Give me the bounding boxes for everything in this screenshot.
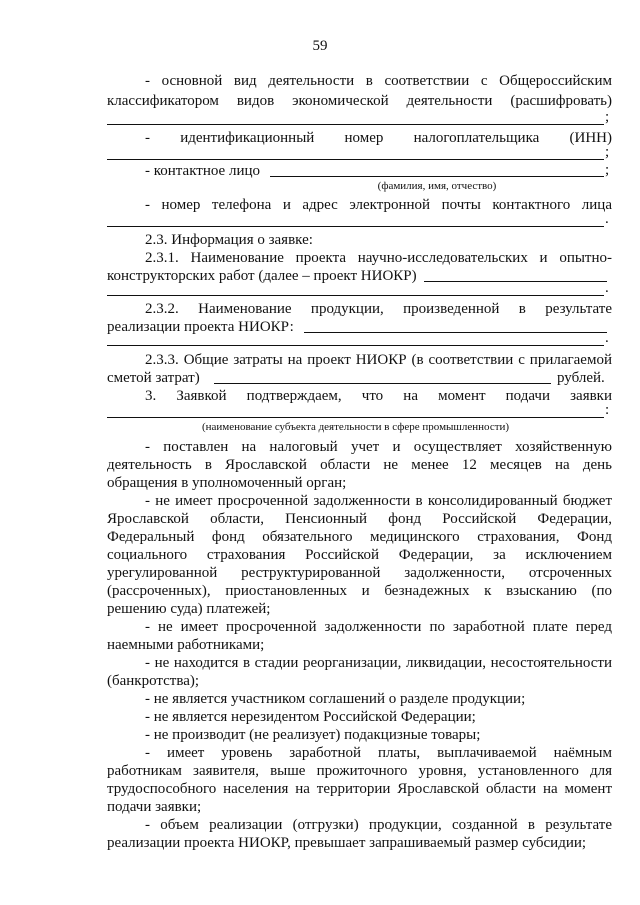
text-line: 2.3.1. Наименование проекта научно-исследовательских и опытно- (145, 250, 612, 266)
text-line: - объем реализации (отгрузки) продукции, созданной в результате (145, 817, 612, 833)
text-line: конструкторских работ (далее – проект НИОКР) (107, 268, 417, 284)
fill-line (107, 345, 604, 346)
fill-line (270, 176, 604, 177)
text-line: рублей. (557, 370, 605, 386)
text-line: - не производит (не реализует) подакцизные товары; (145, 727, 481, 743)
text-line: наемными работниками; (107, 637, 265, 653)
text-line: - поставлен на налоговый учет и осуществляет хозяйственную (145, 439, 612, 455)
text-line: Ярославской области, Пенсионный фонд Российской Федерации, (107, 511, 612, 527)
page-number: 59 (312, 38, 328, 54)
text-line: - не имеет просроченной задолженности в консолидированный бюджет (145, 493, 612, 509)
text-line: (рассроченных), приостановленных и безнадежных к взысканию (по (107, 583, 612, 599)
text-line: решению суда) платежей; (107, 601, 271, 617)
text-line: классификатором видов экономической деятельности (расшифровать) (107, 93, 612, 109)
field-caption: (наименование субъекта деятельности в сфере промышленности) (201, 421, 510, 433)
text-line: подачи заявки; (107, 799, 202, 815)
punctuation: . (605, 280, 609, 296)
text-line: - номер телефона и адрес электронной почты контактного лица (145, 197, 612, 213)
punctuation: ; (605, 109, 610, 125)
text-line: 3. Заявкой подтверждаем, что на момент подачи заявки (145, 388, 612, 404)
fill-line (107, 159, 604, 160)
fill-line (107, 226, 604, 227)
fill-line (214, 383, 551, 384)
punctuation: ; (605, 162, 610, 178)
fill-line (107, 124, 604, 125)
text-line: 2.3.2. Наименование продукции, произведенной в результате (145, 301, 612, 317)
text-line: урегулированной реструктурированной задолженности, отсроченных (107, 565, 612, 581)
punctuation: . (605, 211, 609, 227)
text-line: - не имеет просроченной задолженности по заработной плате перед (145, 619, 612, 635)
text-line: Федеральный фонд обязательного медицинского страхования, Фонд (107, 529, 612, 545)
punctuation: ; (605, 144, 610, 160)
text-line: - идентификационный номер налогоплательщика (ИНН) (145, 130, 612, 146)
text-line: работникам заявителя, выше прожиточного уровня, установленного для (107, 763, 612, 779)
fill-line (304, 332, 607, 333)
section-heading: 2.3. Информация о заявке: (145, 232, 313, 248)
text-line: - контактное лицо (145, 163, 260, 179)
punctuation: . (605, 330, 609, 346)
fill-line (424, 281, 607, 282)
text-line: реализации проекта НИОКР: (107, 319, 294, 335)
text-line: - не находится в стадии реорганизации, ликвидации, несостоятельности (145, 655, 612, 671)
text-line: - не является нерезидентом Российской Федерации; (145, 709, 476, 725)
text-line: 2.3.3. Общие затраты на проект НИОКР (в соответствии с прилагаемой (145, 352, 612, 368)
text-line: трудоспособного населения на территории Ярославской области на момент (107, 781, 612, 797)
punctuation: : (605, 402, 610, 418)
text-line: сметой затрат) (107, 370, 200, 386)
text-line: обращения в уполномоченный орган; (107, 475, 347, 491)
fill-line (107, 417, 604, 418)
text-line: реализации проекта НИОКР, превышает запрашиваемый размер субсидии; (107, 835, 587, 851)
text-line: - имеет уровень заработной платы, выплачиваемой наёмным (145, 745, 612, 761)
text-line: - не является участником соглашений о разделе продукции; (145, 691, 526, 707)
field-caption: (фамилия, имя, отчество) (377, 180, 497, 192)
text-line: (банкротства); (107, 673, 200, 689)
text-line: деятельность в Ярославской области не менее 12 месяцев на день (107, 457, 612, 473)
fill-line (107, 295, 604, 296)
text-line: социального страхования Российской Федерации, за исключением (107, 547, 612, 563)
text-line: - основной вид деятельности в соответствии с Общероссийским (145, 73, 612, 89)
